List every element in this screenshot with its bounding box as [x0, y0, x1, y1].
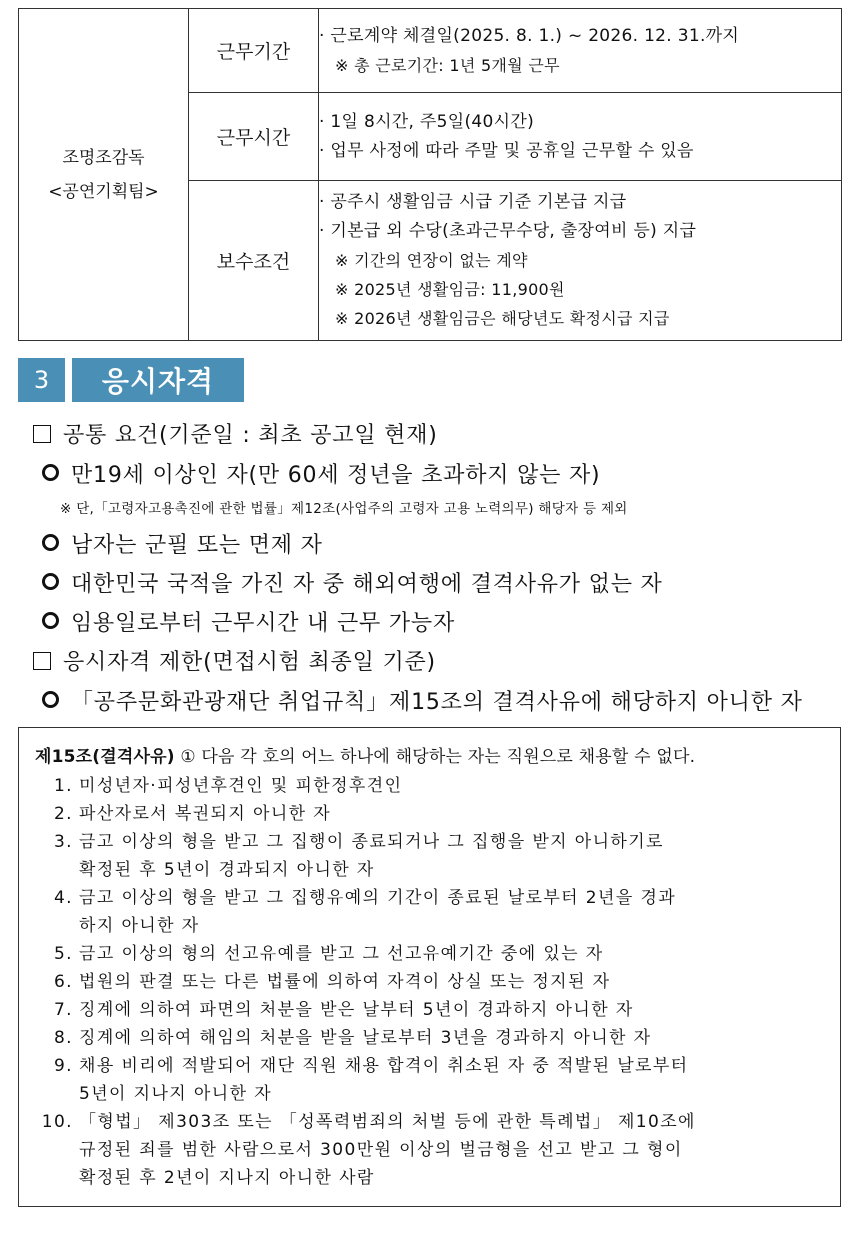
article-intro: ① 다음 각 호의 어느 하나에 해당하는 자는 직원으로 채용할 수 없다.	[180, 747, 696, 767]
list-item	[35, 828, 826, 884]
list-item-number: 7.	[53, 1000, 73, 1020]
restriction-heading	[33, 645, 436, 676]
list-item-line: 미성년자·피성년후견인 및 피한정후견인	[79, 776, 403, 796]
pay-line-2: · 기본급 외 수당(초과근무수당, 출장여비 등) 지급	[319, 221, 697, 241]
article-title: 제15조(결격사유)	[35, 747, 175, 767]
circle-bullet-icon	[42, 464, 59, 481]
list-item-number: 8.	[53, 1028, 73, 1048]
label-pay: 보수조건	[189, 181, 319, 341]
requirement-age	[42, 458, 600, 489]
pay-note-3: ※ 2026년 생활임금은 해당년도 확정시급 지급	[335, 309, 670, 328]
list-item-text	[79, 968, 826, 996]
label-work-period: 근무기간	[189, 9, 319, 93]
requirement-age-text: 만19세 이상인 자(만 60세 정년을 초과하지 않는 자)	[71, 463, 601, 488]
article-heading	[35, 742, 826, 772]
list-item-number: 5.	[53, 944, 73, 964]
list-item-line: 파산자로서 복권되지 아니한 자	[79, 804, 332, 824]
list-item-number: 9.	[53, 1056, 73, 1076]
list-item-line: 「형법」 제303조 또는 「성폭력범죄의 처벌 등에 관한 특례법」 제10조에	[79, 1112, 696, 1132]
table-row-period	[19, 9, 842, 93]
list-item	[35, 1024, 826, 1052]
work-period-note: ※ 총 근로기간: 1년 5개월 근무	[335, 55, 560, 75]
list-item-text	[79, 1024, 826, 1052]
list-item-line: 징계에 의하여 해임의 처분을 받을 날로부터 3년을 경과하지 아니한 자	[79, 1028, 652, 1048]
list-item-text	[79, 1052, 826, 1108]
section-header	[18, 358, 244, 402]
requirement-restriction	[42, 685, 803, 716]
list-item-number: 10.	[41, 1112, 73, 1132]
list-item	[35, 1052, 826, 1108]
requirement-military-text: 남자는 군필 또는 면제 자	[71, 533, 323, 558]
list-item-text	[79, 884, 826, 940]
list-item-line: 확정된 후 2년이 지나지 아니한 사람	[79, 1168, 375, 1188]
requirement-restriction-text: 「공주문화관광재단 취업규칙」제15조의 결격사유에 해당하지 아니한 자	[71, 690, 803, 715]
list-item	[35, 772, 826, 800]
pay-note-2: ※ 2025년 생활임금: 11,900원	[335, 280, 565, 299]
list-item-number: 2.	[53, 804, 73, 824]
list-item	[35, 968, 826, 996]
list-item-text	[79, 800, 826, 828]
requirement-availability-text: 임용일로부터 근무시간 내 근무 가능자	[71, 611, 456, 636]
list-item-text	[79, 1108, 826, 1192]
list-item-line: 금고 이상의 형의 선고유예를 받고 그 선고유예기간 중에 있는 자	[79, 944, 604, 964]
work-hours-line-2: · 업무 사정에 따라 주말 및 공휴일 근무할 수 있음	[319, 140, 694, 161]
requirement-nationality-text: 대한민국 국적을 가진 자 중 해외여행에 결격사유가 없는 자	[71, 572, 663, 597]
square-bullet-icon	[33, 425, 51, 443]
list-item-text	[79, 772, 826, 800]
list-item-line: 규정된 죄를 범한 사람으로서 300만원 이상의 벌금형을 선고 받고 그 형이	[79, 1140, 683, 1160]
list-item-line: 금고 이상의 형을 받고 그 집행이 종료되거나 그 집행을 받지 아니하기로	[79, 832, 664, 852]
circle-bullet-icon	[42, 612, 59, 629]
circle-bullet-icon	[42, 691, 59, 708]
list-item-line: 금고 이상의 형을 받고 그 집행유예의 기간이 종료된 날로부터 2년을 경과	[79, 888, 677, 908]
requirement-age-note: ※ 단,「고령자고용촉진에 관한 법률」제12조(사업주의 고령자 고용 노력의무) 해당자 등 제외	[60, 501, 628, 517]
value-work-hours	[319, 93, 842, 181]
section-title: 응시자격	[72, 358, 244, 402]
requirement-availability	[42, 606, 455, 637]
article-15-box	[18, 727, 841, 1207]
requirement-military	[42, 528, 323, 559]
list-item	[35, 1108, 826, 1192]
work-period-line: · 근로계약 체결일(2025. 8. 1.) ~ 2026. 12. 31.까지	[319, 25, 740, 46]
list-item-line: 5년이 지나지 아니한 자	[79, 1084, 273, 1104]
list-item-number: 4.	[53, 888, 73, 908]
disqualification-list	[35, 772, 826, 1192]
list-item	[35, 996, 826, 1024]
department-cell	[19, 9, 189, 341]
requirement-nationality	[42, 567, 663, 598]
pay-line-1: · 공주시 생활임금 시급 기준 기본급 지급	[319, 192, 627, 212]
department-team: <공연기획팀>	[48, 181, 159, 202]
employment-conditions-table	[18, 8, 842, 341]
list-item	[35, 884, 826, 940]
list-item-number: 1.	[53, 776, 73, 796]
list-item	[35, 940, 826, 968]
list-item-line: 확정된 후 5년이 경과되지 아니한 자	[79, 860, 375, 880]
circle-bullet-icon	[42, 534, 59, 551]
section-number: 3	[18, 358, 65, 402]
list-item-line: 징계에 의하여 파면의 처분을 받은 날부터 5년이 경과하지 아니한 자	[79, 1000, 634, 1020]
value-pay	[319, 181, 842, 341]
circle-bullet-icon	[42, 573, 59, 590]
square-bullet-icon	[33, 652, 51, 670]
list-item-text	[79, 940, 826, 968]
list-item-line: 하지 아니한 자	[79, 916, 200, 936]
list-item-number: 3.	[53, 832, 73, 852]
restriction-heading-text: 응시자격 제한(면접시험 최종일 기준)	[63, 650, 436, 675]
value-work-period	[319, 9, 842, 93]
list-item-line: 법원의 판결 또는 다른 법률에 의하여 자격이 상실 또는 정지된 자	[79, 972, 611, 992]
list-item-number: 6.	[53, 972, 73, 992]
common-requirements-heading	[33, 418, 438, 449]
common-heading-text: 공통 요건(기준일 : 최초 공고일 현재)	[63, 423, 438, 448]
list-item-line: 채용 비리에 적발되어 재단 직원 채용 합격이 취소된 자 중 적발된 날로부터	[79, 1056, 689, 1076]
list-item-text	[79, 996, 826, 1024]
pay-note-1: ※ 기간의 연장이 없는 계약	[335, 251, 528, 270]
list-item	[35, 800, 826, 828]
department-position: 조명조감독	[62, 147, 145, 168]
list-item-text	[79, 828, 826, 884]
work-hours-line-1: · 1일 8시간, 주5일(40시간)	[319, 111, 535, 132]
label-work-hours: 근무시간	[189, 93, 319, 181]
